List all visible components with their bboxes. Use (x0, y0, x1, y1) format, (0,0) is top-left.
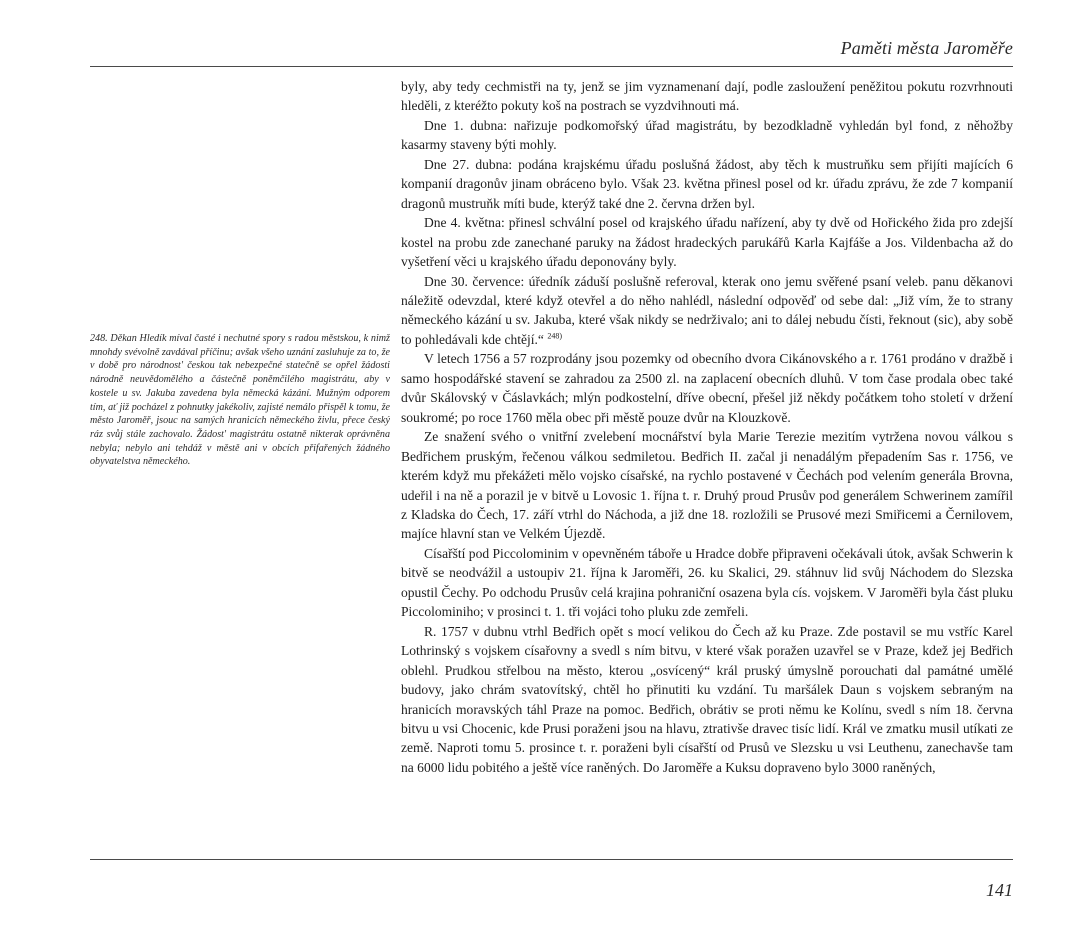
paragraph-8: Císařští pod Piccolominim v opevněném táboře u Hradce dobře připraveni očekávali útok, avšak Schwerin k bitvě se neodvážil a ustoupiv 21. října k Jaroměři, 26. ku Skalici, 29. stáhnuv lid svůj Náchodem do Slezska opustil Čechy. Po odchodu Prusův celá krajina pohraniční osazena byla cís. vojskem. V Jaroměři byla část pluku Piccolominiho; v prosinci t. 1. tři vojáci toho pluku zde zemřeli. (401, 545, 1013, 620)
paragraph-2: Dne 1. dubna: nařizuje podkomořský úřad magistrátu, by bezodkladně vyhledán byl fond, z něhožby kasarmy staveny býti mohly. (401, 117, 1013, 153)
footnote-reference[interactable]: 248) (547, 331, 563, 341)
paragraph-1: byly, aby tedy cechmistři na ty, jenž se jim vyznamenaní dají, podle zasloužení peněžitou pokutu rozvrhnouti hleděli, z kteréžto pokuty koš na postrach se vyzdvihnouti má. (401, 79, 1013, 114)
paragraph-5 (401, 272, 1013, 350)
footer-rule (90, 859, 1013, 860)
running-header: Paměti města Jaroměře (840, 38, 1013, 58)
paragraph-3: Dne 27. dubna: podána krajskému úřadu poslušná žádost, aby těch k mustruňku sem přijíti majících 6 kompanií dragonův jinam obráceno bylo. Však 23. května přinesl posel od kr. úřadu zprávu, že zde 7 kompanií dragonů mustruňk míti bude, kterýž také dne 2. června držen byl. (401, 156, 1013, 211)
header-rule (90, 66, 1013, 67)
paragraph-7: Ze snažení svého o vnitřní zvelebení mocnářství byla Marie Terezie mezitím vytržena novou válkou s Bedřichem pruským, řečenou válkou sedmiletou. Bedřich II. začal ji nenadálým přepadením Sas r. 1756, ve kterém když mu překážeti mělo vojsko císařské, na rychlo postavené v Čechách pod velením generála Brovna, udeřil i na ně a porazil je v bitvě u Lovosic 1. října t. r. Druhý proud Prusův pod generálem Schwerinem zamířil z Kladska do Čech, 17. září vtrhl do Náchoda, a již dne 18. rozložili se Prusové mezi Smiřicemi a Černilovem, majíce hlavní stan ve Velkém Újezdě. (401, 429, 1013, 542)
paragraph-4: Dne 4. května: přinesl schvální posel od krajského úřadu nařízení, aby ty dvě od Hořického žida pro zdejší kostel na probu zde zanechané paruky na žádost hradeckých parukářů Karla Kajfáše a Jos. Vildenbacha až do vyšetření věci u krajského úřadu deponovány byly. (401, 215, 1013, 270)
page-number: 141 (986, 880, 1013, 900)
paragraph-5-text: Dne 30. července: úředník záduší poslušně referoval, kterak ono jemu svěřené psaní veleb. panu děkanovi náležitě odevzdal, které když otevřel a do něho nahlédl, následní odpověď od sebe dal: „Již vím, že to strany německého kázání u sv. Jakuba, které však nikdy se nedrživalo; ani to dálej nebudu čísti, řeknout (sic), aby sobě to pohledávali kde chtějí.“ (401, 273, 1013, 347)
paragraph-6: V letech 1756 a 57 rozprodány jsou pozemky od obecního dvora Cikánovského a r. 1761 prodáno v dražbě i samo hospodářské stavení se zahradou za 2500 zl. na zaplacení obecních dluhů. V tom čase prodala obec také dvůr Skálovský v Čáslavkách; mlýn podkostelní, dříve obecní, přešel již někdy počátkem toho století v držení soukromé; po roce 1760 měla obec při městě pouze dvůr na Klouzkově. (401, 351, 1013, 425)
main-text (401, 77, 1013, 777)
paragraph-9: R. 1757 v dubnu vtrhl Bedřich opět s mocí velikou do Čech až ku Praze. Zde postavil se mu vstříc Karel Lothrinský s vojskem císařovny a svedl s ním bitvu, v které však poražen uzavřel se v Praze, kdež jej Bedřich oblehl. Prudkou střelbou na město, kterou „osvícený“ král pruský úmyslně porouchati dal památné umělé budovy, jako chrám svatovítský, chtěl ho přinutiti ku vzdání. Tu maršálek Daun s vojskem sebraným na hranicích moravských táhl Praze na pomoc. Bedřich, obrátiv se proti němu ke Kolínu, svedl s ním 18. června bitvu u vsi Chocenic, kde Prusi poraženi jsou na hlavu, ztrativše dravec tisíc lidí. Král ve zmatku musil utíkati ze země. Naproti tomu 5. prosince t. r. poraženi byli císařští od Prusů ve Slezsku u vsi Leuthenu, zanechavše tam na 6000 lidu pobitého a ještě více raněných. Do Jaroměře a Kuksu dopraveno bylo 3000 raněných, (401, 623, 1013, 775)
footnote-text: 248. Děkan Hledík míval časté i nechutné spory s radou městskou, k nimž mnohdy svévolně zavdával příčinu; avšak všeho uznání zasluhuje za to, že v době pro národnost' českou tak nebezpečné statečně se opřel žádosti národně neuvědomělého a částečně poněmčilého magistrátu, aby v kostele u sv. Jakuba zavedena byla německá kázání. Mužným odporem tím, ať již pocházel z pohnutky jakékoliv, zajisté nemálo přispěl k tomu, že město Jaroměř, jsouc na samých hranicích německého živlu, přece český ráz svůj stále zachovalo. Žádost' magistrátu ostatně nikterak oprávněna nebyla; nebylo ani tehdáž v městě ani v obcích přifařených žádného obyvatelstva německého. (90, 333, 390, 468)
footnote-248 (90, 332, 390, 469)
